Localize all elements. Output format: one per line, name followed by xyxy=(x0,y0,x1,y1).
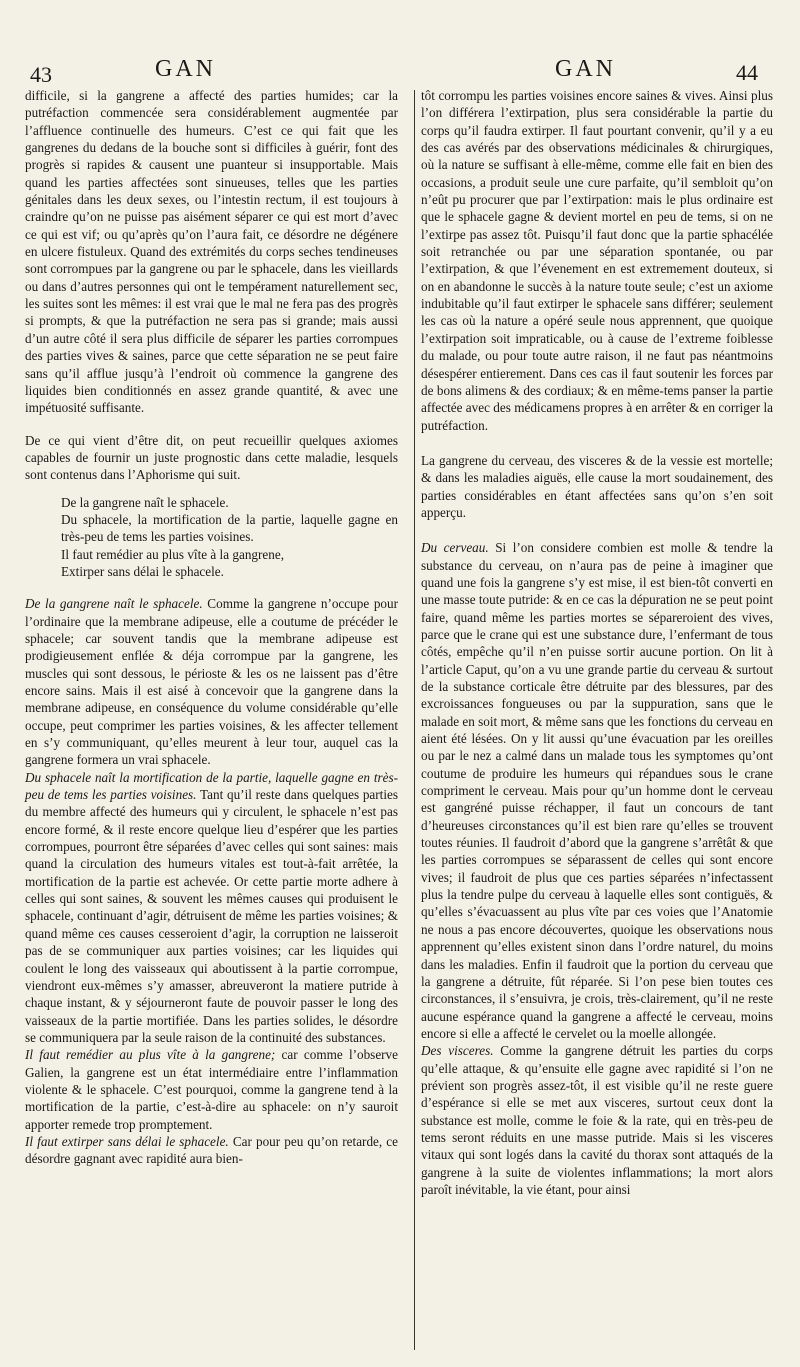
paragraph-heading: De la gangrene naît le sphacele. xyxy=(25,596,203,612)
paragraph-heading: Du cerveau. xyxy=(421,540,489,556)
paragraph xyxy=(25,1046,398,1133)
column-divider xyxy=(414,90,415,1350)
paragraph-body: Car pour peu qu’on retarde, ce désordre gagnant avec rapidité aura bien- xyxy=(25,1133,398,1167)
paragraph-body: Comme la gangrene détruit les parties du corps qu’elle attaque, & qu’ensuite elle gagne avec rapidité si l’on ne prévient son progrès assez-tôt, il est visible qu’il ne reste guere d’espérance si elle se met aux visceres, surtout ceux dont la substance est molle, comme le foie & la rate, qui en très-peu de tems seront réduits en une masse putride. Mais si les visceres vitaux qui sont logés dans la cavité du thorax sont attaqués de la gangrene à la suite de violentes inflammations; la mort alors paroît inévitable, la vie étant, pour ainsi xyxy=(421,1043,773,1197)
page-number-right: 44 xyxy=(736,60,758,85)
aphorism-line: De la gangrene naît le sphacele. xyxy=(61,494,229,510)
paragraph-heading: Du sphacele naît la mortification de la partie, laquelle gagne en très-peu de tems les parties voisines. xyxy=(25,769,398,803)
paragraph xyxy=(421,539,773,1042)
paragraph-body: Si l’on considere combien est molle & tendre la substance du cerveau, on n’aura pas de peine à imaginer que quand une fois la gangrene s’y est mise, il est bien-tôt converti en une masse toute putride: & en ce cas la dépuration ne se peut point faire, quand même les parties mortes se sépareroient des vives, parce que le crane qui est une substance dure, l’enfermant de tous côtés, empêche qu’il n’en puisse sortir aucune portion. On lit à l’article Caput, qu’on a vu une grande partie du cerveau & surtout de la substance corticale être détruite par des blessures, par des excroissances fongueuses ou par la suppuration, sans que le malade en soit mort, & même sans que les fonctions du cerveau en aient été lésées. On y lit aussi qu’une évacuation par les oreilles ou par le nez a calmé dans un malade tous les symptomes qu’ont coutume de produire les humeurs qui répandues sous le crane compriment le cerveau. Mais pour qu’un homme dont le cerveau est gangréné puisse réchapper, il faut un concours de tant d’heureuses circonstances qu’il est bien rare qu’elles se trouvent toutes réunies. Il faudroit d’abord que la gangrene s’arrêtât & que les parties corrompues se séparassent de celles qui sont encore vives; il faudroit de plus que ces parties séparées n’infectassent plus la tendre pulpe du cerveau à laquelle elles sont contiguës, & qu’elles s’évacuassent au plus vîte par ces voies que l’Anatomie ne nous a pas encore découvertes, quoique les observations nous apprennent qu’elles existent sinon dans l’ordre naturel, du moins dans les maladies. Enfin il faudroit que la portion du cerveau que la gangrene a détruite, fût réparée. Si l’on pese bien toutes ces circonstances, il s’ensuivra, je crois, très-clairement, qu’il ne reste aucune espérance quand la gangrene a affecté le cerveau, moins encore si elle a affecté le cervelet ou la moelle allongée. xyxy=(421,540,773,1041)
paragraph-body: Tant qu’il reste dans quelques parties du membre affecté des humeurs qui y circulent, le sphacele n’est pas encore formé, & il reste encore quelque lieu d’espérer que les parties corrompues, pourront être séparées d’avec celles qui sont saines: mais quand la circulation des humeurs vitales est tout-à-fait arrêtée, la mortification de la partie est achevée. Or cette partie morte adhere à celles qui sont saines, & souvent les mêmes causes qui produisent le sphacele, continuant d’agir, détruisent de même les parties voisines; & quand même ces causes cesseroient d’agir, la corruption ne laisseroit pas de se communiquer aux parties voisines; car les liquides qui coulent le long des vaisseaux qui aboutissent à la partie corrompue, viendront eux-mêmes s’y amasser, abreuveront la matiere putride à chaque instant, & y séjourneront faute de pouvoir passer le long des vaisseaux de la partie mortifiée. Dans les parties solides, le désordre se communiquera par la seule raison de la continuité des substances. xyxy=(25,787,398,1045)
right-column xyxy=(421,87,773,1198)
paragraph: tôt corrompu les parties voisines encore saines & vives. Ainsi plus l’on différera l’extirpation, plus sera considérable la partie du corps qu’il faudra extirper. Il faut pourtant convenir, qu’il y a eu des cas avérés par des observations médicinales & chirurgiques, où la nature se suffisant à elle-même, comme elle fait en bien des occasions, a produit seule une cure parfaite, qu’il sembloit qu’on n’eût pu procurer que par l’extirpation: mais le plus ordinaire est que le sphacele gagne & devient mortel en peu de tems, si on ne l’extirpe pas assez tôt. Puisqu’il faut donc que la partie sphacélée soit retranchée ou par une séparation spontanée, ou par l’extirpation, & que l’évenement en est extremement douteux, si on en abandonne le succès à la nature toute seule; c’est un axiome indubitable qu’il faut extirper le sphacele sans différer; seulement les cas où la nature a opéré seule nous apprennent, que quoique l’extirpation soit impraticable, ou à cause de l’extreme foiblesse du malade, ou pour toute autre raison, il ne faut pas néantmoins désespérer entierement. Dans ces cas il faut soutenir les forces par de bons alimens & des cordiaux; & en même-tems panser la partie affectée avec des médicamens propres à en arrêter & en corriger la putréfaction. xyxy=(421,88,773,433)
paragraph: La gangrene du cerveau, des visceres & de la vessie est mortelle; & dans les maladies aiguës, elle cause la mort soudainement, des parties considérables en étant affectées sans qu’on s’en soit apperçu. xyxy=(421,452,773,520)
paragraph-heading: Il faut extirper sans délai le sphacele. xyxy=(25,1133,229,1149)
paragraph xyxy=(421,1042,773,1198)
left-column xyxy=(25,87,398,1168)
paragraph xyxy=(25,1133,398,1168)
running-head-right: GAN xyxy=(555,56,616,82)
aphorism xyxy=(61,494,398,581)
aphorism-line: Du sphacele, la mortification de la partie, laquelle gagne en très-peu de tems les parties voisines. xyxy=(61,511,398,545)
paragraph-heading: Des visceres. xyxy=(421,1043,494,1059)
paragraph-heading: Il faut remédier au plus vîte à la gangrene; xyxy=(25,1047,276,1063)
paragraph-body: car comme l’observe Galien, la gangrene est un état intermédiaire entre l’inflammation violente & le sphacele. C’est pourquoi, comme la gangrene tend à la mortification de la partie, c’est-à-dire au sphacele: on n’y sauroit apporter remede trop promptement. xyxy=(25,1047,399,1132)
page-number-left: 43 xyxy=(30,62,52,87)
running-head-left: GAN xyxy=(155,56,216,82)
aphorism-line: Il faut remédier au plus vîte à la gangrene, xyxy=(61,546,284,562)
aphorism-line: Extirper sans délai le sphacele. xyxy=(61,563,224,579)
paragraph: difficile, si la gangrene a affecté des parties humides; car la putréfaction commencée sera considérablement augmentée par l’affluence continuelle des humeurs. C’est ce qui fait que les gangrenes du dedans de la bouche sont si difficiles à guérir, font des progrès si rapides & causent une puanteur si insupportable. Mais quand les parties affectées sont sinueuses, telles que les parties génitales dans les deux sexes, ou l’intestin rectum, il est toujours à craindre qu’on ne puisse pas aisément séparer ce qui est mort d’avec ce qui est vif; ou qu’après qu’on l’aura fait, ce désordre ne dégénere en ulcere fistuleux. Quand des extrémités du corps seches tendineuses sont corrompues par la gangrene ou par le sphacele, dans les vieillards ou dans d’autres personnes qui ont le tempérament naturellement sec, les suites sont les mêmes: il est vrai que le mal ne fera pas des progrès si prompts, & que la putréfaction ne sera pas si grande; mais aussi d’un autre côté il sera plus difficile de séparer les parties corrompues des parties vives & saines, parce que cette séparation ne se peut faire sans qu’il afflue jusqu’à l’endroit où commence la gangrene des liquides bien conditionnés en assez grande quantité, & avec une impétuosité suffisante. xyxy=(25,88,398,416)
paragraph xyxy=(25,769,398,1047)
paragraph-body: Comme la gangrene n’occupe pour l’ordinaire que la membrane adipeuse, elle a coutume de précéder le sphacele; car souvent tandis que la membrane adipeuse est prodigieusement enflée & déja corrompue par la gangrene, les muscles qui sont dessous, le périoste & les os ne laissent pas d’être encore sains. Mais il est aisé à concevoir que la gangrene dans la membrane adipeuse, en conséquence du volume considérable qu’elle occupe, peut comprimer les parties voisines, & les affecter tellement en s’y communiquant, qu’elles meurent à leur tour, auquel cas la gangrene formera un vrai sphacele. xyxy=(25,596,398,768)
paragraph: De ce qui vient d’être dit, on peut recueillir quelques axiomes capables de fournir un juste prognostic dans cette maladie, lesquels sont contenus dans l’Aphorisme qui suit. xyxy=(25,432,398,483)
paragraph xyxy=(25,595,398,768)
